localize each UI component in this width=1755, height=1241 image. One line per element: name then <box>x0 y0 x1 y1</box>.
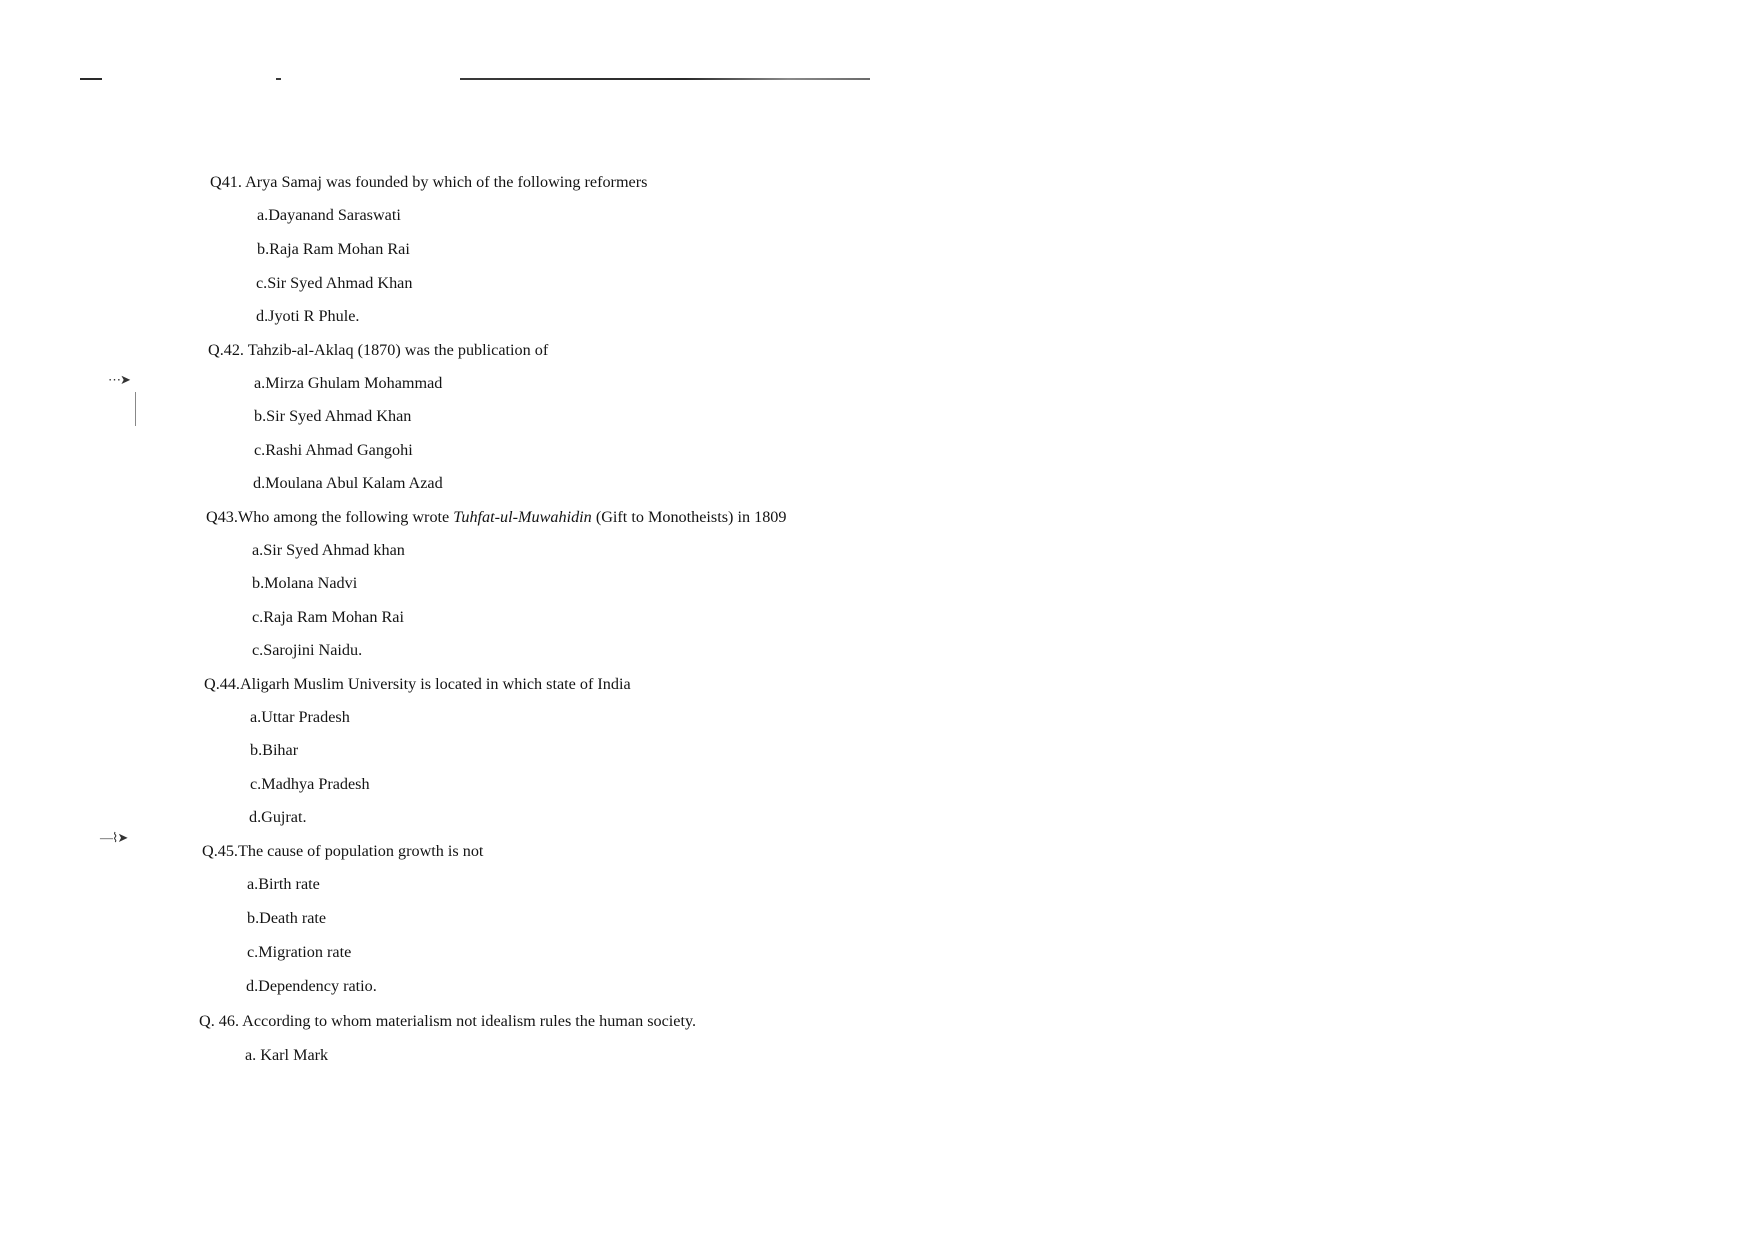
option-45-b: b.Death rate <box>247 909 327 927</box>
margin-tick-mark <box>135 392 136 426</box>
option-43-b: b.Molana Nadvi <box>252 574 358 592</box>
question-44-text: Q.44.Aligarh Muslim University is located in which state of India <box>204 675 631 693</box>
option-44-c: c.Madhya Pradesh <box>250 775 370 793</box>
scan-mark-dash <box>80 78 102 80</box>
question-42-text: Q.42. Tahzib-al-Aklaq (1870) was the publication of <box>208 341 549 359</box>
question-43-text-before: Q43.Who among the following wrote <box>206 508 454 526</box>
question-46-text: Q. 46. According to whom materialism not idealism rules the human society. <box>199 1012 697 1030</box>
option-45-c: c.Migration rate <box>247 943 352 961</box>
option-43-a: a.Sir Syed Ahmad khan <box>252 541 405 559</box>
option-45-d: d.Dependency ratio. <box>246 977 377 995</box>
question-43-text-after: (Gift to Monotheists) in 1809 <box>591 508 787 526</box>
margin-arrow-icon: ⋯➤ <box>108 372 130 387</box>
question-41-text: Q41. Arya Samaj was founded by which of the following reformers <box>210 173 648 191</box>
option-41-b: b.Raja Ram Mohan Rai <box>257 240 410 258</box>
option-42-b: b.Sir Syed Ahmad Khan <box>254 407 412 425</box>
option-41-a: a.Dayanand Saraswati <box>257 206 401 224</box>
margin-arrow-icon: —⌇➤ <box>100 830 128 845</box>
option-41-c: c.Sir Syed Ahmad Khan <box>256 274 413 292</box>
option-44-a: a.Uttar Pradesh <box>250 708 350 726</box>
option-46-a: a. Karl Mark <box>245 1046 329 1064</box>
question-43-book-title: Tuhfat-ul-Muwahidin <box>453 508 592 526</box>
option-44-b: b.Bihar <box>250 741 299 759</box>
option-41-d: d.Jyoti R Phule. <box>256 307 360 325</box>
option-42-a: a.Mirza Ghulam Mohammad <box>254 374 443 392</box>
option-44-d: d.Gujrat. <box>249 808 307 826</box>
scan-top-rule <box>460 78 870 80</box>
option-42-d: d.Moulana Abul Kalam Azad <box>253 474 443 492</box>
option-43-d: c.Sarojini Naidu. <box>252 641 363 659</box>
option-43-c: c.Raja Ram Mohan Rai <box>252 608 404 626</box>
question-45-text: Q.45.The cause of population growth is not <box>202 842 484 860</box>
scan-mark-dot <box>276 78 281 80</box>
question-43-text <box>206 507 786 527</box>
option-42-c: c.Rashi Ahmad Gangohi <box>254 441 413 459</box>
option-45-a: a.Birth rate <box>247 875 320 893</box>
